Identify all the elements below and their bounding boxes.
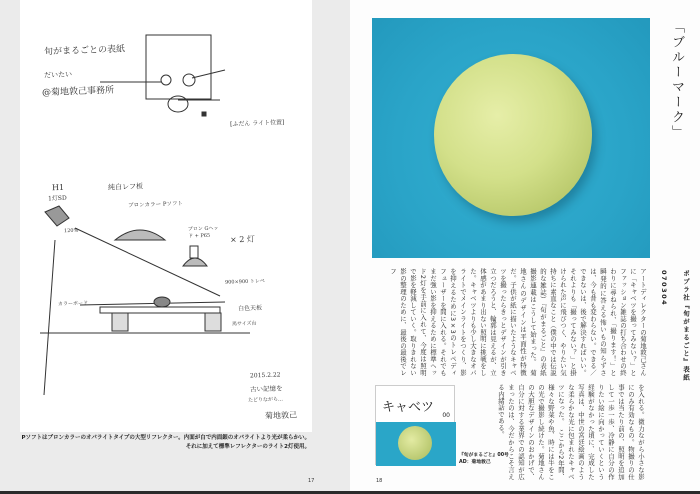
sketch-note: 馬サイズ台 xyxy=(231,320,257,328)
left-page xyxy=(0,0,350,491)
sketch-memo: 古い記憶を xyxy=(249,384,283,394)
page-number: 17 xyxy=(308,478,315,484)
sketch-note: だいたい xyxy=(43,70,73,80)
cover-number: 00 xyxy=(442,412,450,419)
right-page xyxy=(350,0,700,491)
body-text-lower: を入れる。微力ながら小さな影にのみ有効なもの。物撮りの仕事では当たり前の、照明を追加して一歩一歩、冷静に自分の作りたい絵に向かっていくという経験がなかった頃に、完成した写真は、中世の宮廷絵画のような柔らかな光に包まれたキャベツになった。 ここから2年間、様々な野菜や魚、時には牛をこの光で撮影し続けた。菊地さんの大胆なデザインのおかげで、自分に対する業界での認知が広まったのは、今だからこそ言える内緒話である。 xyxy=(497,384,645,480)
lighting-sketch xyxy=(20,0,312,432)
sketch-note: 白色天板 xyxy=(237,304,263,313)
caption-line: Pソフトはブロンカラーのオパライトタイプの大型リフレクター。内面が白で内面銀のオパライトより光が柔らかい。 xyxy=(21,435,310,441)
sketch-note: @菊地敦己事務所 xyxy=(41,85,115,99)
sketch-drawing xyxy=(20,0,312,432)
sketch-caption xyxy=(21,434,310,452)
caption-line: それに加えて標準レフレクターのライト2灯使用。 xyxy=(185,444,310,450)
sketch-note: [ふだん ライト位置] xyxy=(229,119,285,128)
sketch-title: 旬がまるごとの表紙 xyxy=(43,44,126,58)
sketch-note: × 2 灯 xyxy=(229,234,256,245)
sketch-note: 900×900 トレペ xyxy=(224,278,265,286)
cover-cabbage-image xyxy=(398,426,432,460)
cabbage-photo xyxy=(372,18,650,258)
date-code: 070304 xyxy=(660,270,668,307)
subject-frame xyxy=(146,35,211,99)
sketch-date: 2015.2.22 xyxy=(249,371,281,380)
cover-caption xyxy=(459,452,509,466)
caption-line: AD：菊地敦己 xyxy=(459,460,491,465)
work-title: ポプラ社『旬がまるごと』表紙 xyxy=(682,270,690,382)
sketch-note: 1灯SD xyxy=(47,194,67,203)
caption-line: 『旬がまるごと』00号 xyxy=(459,453,509,458)
sketch-note: カラーボード xyxy=(57,300,89,308)
sketch-note: 純白レフ板 xyxy=(107,182,144,192)
sketch-note: 120% xyxy=(63,227,79,235)
cabbage-image xyxy=(434,54,592,216)
sketch-note: ブロンカラー Pソフト xyxy=(127,201,184,209)
cover-title: キャベツ xyxy=(382,400,435,415)
body-text-upper: アートディレクターの菊地敦己さんに「キャベツを撮ってみない？」とファッション雑誌の打ち合わせの終わりに尋ねられ、「撮ります！」と瞬発的に答える怖いもの知らずさは、今も昔も変わらない。できる／できないは、後で解決すればいい。それよりも「撮ってみない？」と掛けられた声に飛びつく、やりたい気持ちに素直なこと（僕の中では伝説的な雑誌）『旬がまるごと』の表紙撮影連載はこうして始まった。 菊地さんのデザインは平面性が特徴だ。子供が紙に描いたようなキャベツを撮ったらきっとデザインが引き立つだろうと、輪郭は見えるが、立体感があまり出ない照明に挑戦をした。キャベツよりも少し大きなオパライトでメインライトをつくり、影を抑えるために3×3のトレペディフューザーを間に入れる。それでもまだ強い影を抑えるために標準ヘッド2灯を手前に入れて、今度は照明で影を軽減していく。取りきれない影の整理のために、最後の最後でレフ xyxy=(389,268,647,376)
sketch-note: ブロン Gヘッド + P65 xyxy=(187,225,219,240)
sketch-memo: たどりながら… xyxy=(247,396,284,404)
signature: 菊地敦己 xyxy=(264,410,298,421)
page-number: 18 xyxy=(376,478,383,484)
section-title: 「ブルーマーク」 xyxy=(669,20,684,140)
magazine-cover xyxy=(375,385,455,465)
sketch-note: H1 xyxy=(51,182,65,193)
